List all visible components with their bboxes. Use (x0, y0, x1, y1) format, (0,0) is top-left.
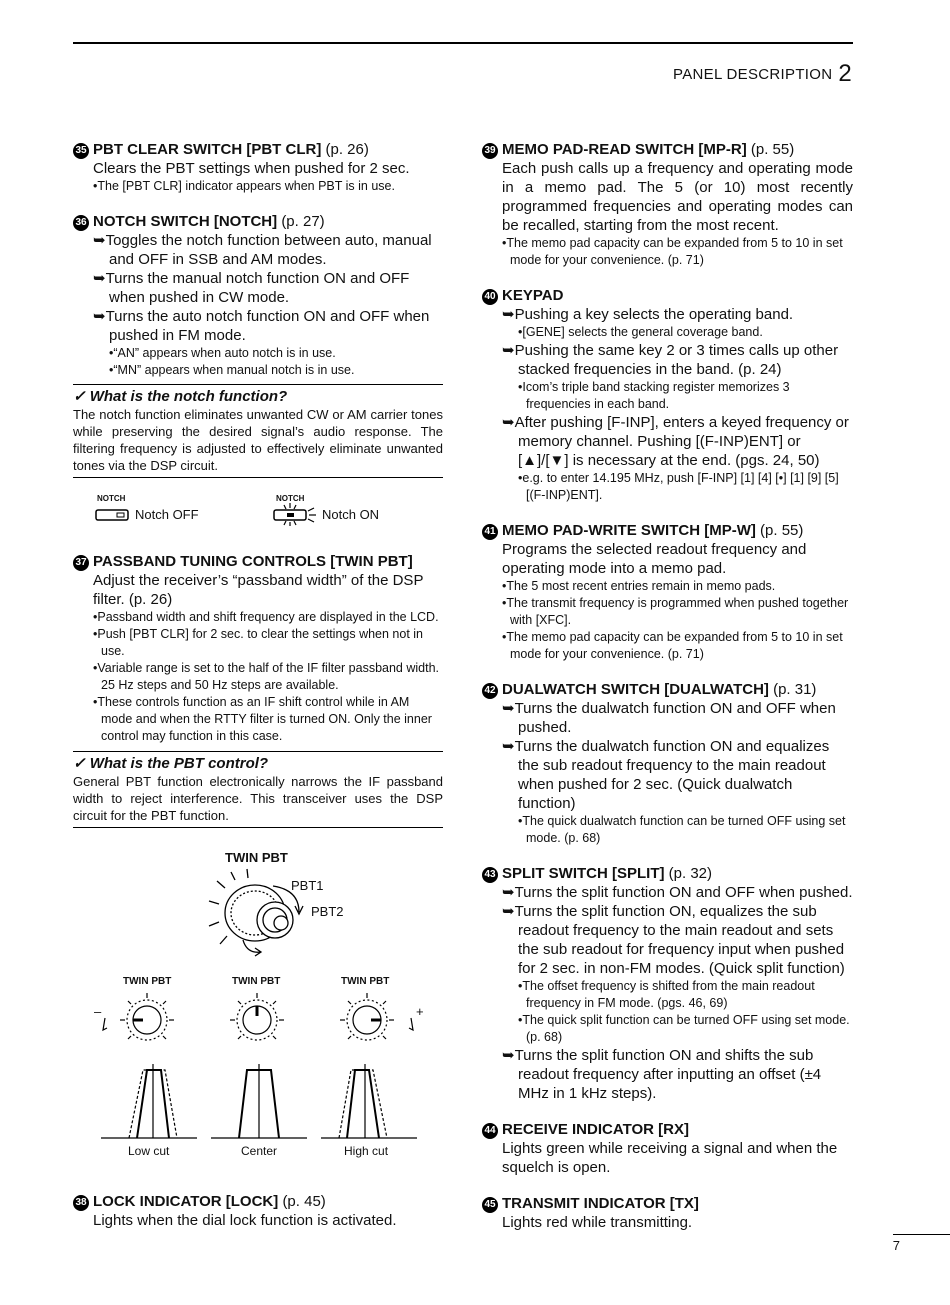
section-title: TRANSMIT INDICATOR [TX] (502, 1195, 699, 1212)
center-label: Center (241, 1144, 278, 1158)
notch-off-text: Notch OFF (135, 507, 199, 522)
section-body: Adjust the receiver’s “passband width” of the DSP filter. (p. 26) (93, 572, 424, 608)
knob-label-high: TWIN PBT (341, 976, 390, 987)
bullet: •The quick split function can be turned OFF using set mode. (p. 68) (518, 1013, 850, 1044)
page-ref: (p. 26) (325, 141, 369, 158)
section-43 (482, 864, 853, 1103)
section-number-badge: 37 (73, 555, 89, 571)
section-37 (73, 552, 443, 745)
arrow-item: ➥Turns the split function ON and shifts the sub readout frequency after inputting an offset (±4 MHz in 1 kHz steps). (502, 1047, 822, 1102)
bullet: •e.g. to enter 14.195 MHz, push [F-INP] [1] [4] [•] [1] [9] [5] [(F-INP)ENT]. (518, 471, 839, 502)
bullet: •Variable range is set to the half of the IF filter passband width. 25 Hz steps and 50 Hz steps are available. (93, 661, 440, 692)
section-number-badge: 40 (482, 289, 498, 305)
arrow-item: ➥Pushing a key selects the operating band. (502, 306, 794, 323)
arrow-item: ➥Turns the manual notch function ON and OFF when pushed in CW mode. (93, 270, 410, 306)
section-body: Clears the PBT settings when pushed for 2 sec. (93, 160, 410, 177)
notch-indicator-figure (73, 492, 443, 534)
section-35 (73, 140, 443, 195)
bullet: •The offset frequency is shifted from the main readout frequency in FM mode. (pgs. 46, 69) (518, 979, 815, 1010)
pbt1-label: PBT1 (291, 878, 324, 893)
arrow-item: ➥Turns the split function ON, equalizes the sub readout frequency to the main readout and sets the sub readout for frequency input when pushed for 2 sec. in non-FM modes. (Quick split function) (502, 903, 845, 977)
section-title: PBT CLEAR SWITCH [PBT CLR] (93, 141, 322, 158)
section-42 (482, 680, 853, 847)
figure-title: TWIN PBT (225, 850, 288, 865)
bullet: •“AN” appears when auto notch is in use. (109, 346, 336, 360)
notch-on-text: Notch ON (322, 507, 380, 522)
page-header (673, 58, 852, 86)
notch-label-off: NOTCH (97, 494, 126, 503)
arrow-item: ➥Turns the auto notch function ON and OFF when pushed in FM mode. (93, 308, 430, 344)
bullet: •Icom’s triple band stacking register memorizes 3 frequencies in each band. (518, 380, 790, 411)
tip-body: The notch function eliminates unwanted CW or AM carrier tones while preserving the desired signal’s audio response. The filtering frequency is adjusted to effectively eliminate unwanted tones via the DSP circuit. (73, 407, 443, 473)
page-ref: (p. 45) (282, 1193, 326, 1210)
tip-title: ✓ What is the PBT control? (73, 755, 269, 772)
bullet: •These controls function as an IF shift control while in AM mode and when the RTTY filter is turned ON. Only the inner control may function in this case. (93, 695, 432, 743)
section-36 (73, 212, 443, 379)
chapter-number: 2 (838, 60, 852, 87)
section-title: RECEIVE INDICATOR [RX] (502, 1121, 689, 1138)
low-cut-label: Low cut (128, 1144, 170, 1158)
section-title: MEMO PAD-WRITE SWITCH [MP-W] (502, 522, 756, 539)
high-cut-label: High cut (344, 1144, 389, 1158)
bullet: •[GENE] selects the general coverage band. (518, 325, 763, 339)
section-title: NOTCH SWITCH [NOTCH] (93, 213, 278, 230)
bullet: •Push [PBT CLR] for 2 sec. to clear the settings when not in use. (93, 627, 424, 658)
page-ref: (p. 32) (668, 865, 713, 882)
section-title: PASSBAND TUNING CONTROLS [TWIN PBT] (93, 553, 413, 570)
notch-label-on: NOTCH (276, 494, 305, 503)
section-number-badge: 43 (482, 867, 498, 883)
section-body: Lights when the dial lock function is activated. (93, 1212, 397, 1229)
plus-sign: + (416, 1004, 424, 1019)
section-body: Lights green while receiving a signal and when the squelch is open. (502, 1140, 838, 1176)
bullet: •The [PBT CLR] indicator appears when PBT is in use. (93, 179, 395, 193)
tip-body: General PBT function electronically narrows the IF passband width to reject interference. This transceiver uses the DSP circuit for the PBT function. (73, 774, 443, 823)
arrow-item: ➥After pushing [F-INP], enters a keyed frequency or memory channel. Pushing [(F-INP)ENT] or [▲]/[▼] is necessary at the end. (pgs. 24, 50) (502, 414, 849, 469)
page-ref: (p. 31) (773, 681, 817, 698)
section-45 (482, 1194, 853, 1232)
notch-on-icon (273, 502, 317, 526)
bullet: •“MN” appears when manual notch is in use. (109, 363, 355, 377)
knob-label-low: TWIN PBT (123, 976, 172, 987)
notch-off-icon (95, 508, 129, 522)
section-body: Programs the selected readout frequency and operating mode into a memo pad. (502, 541, 807, 577)
arrow-item: ➥Pushing the same key 2 or 3 times calls up other stacked frequencies in the band. (p. 24) (502, 342, 839, 378)
arrow-item: ➥Turns the split function ON and OFF when pushed. (502, 884, 853, 901)
tip-box-notch (73, 384, 443, 478)
tip-title: ✓ What is the notch function? (73, 388, 288, 405)
page-ref: (p. 27) (281, 213, 325, 230)
top-rule (73, 42, 853, 44)
knob-label-center: TWIN PBT (232, 976, 281, 987)
section-body: Lights red while transmitting. (502, 1214, 693, 1231)
left-column (73, 140, 443, 1247)
bullet: •The quick dualwatch function can be turned OFF using set mode. (p. 68) (518, 814, 846, 845)
section-number-badge: 44 (482, 1123, 498, 1139)
section-number-badge: 42 (482, 683, 498, 699)
page-number: 7 (892, 1238, 900, 1253)
section-40 (482, 286, 853, 504)
twin-pbt-figure (73, 842, 443, 1182)
minus-sign: – (94, 1004, 102, 1019)
section-title: LOCK INDICATOR [LOCK] (93, 1193, 279, 1210)
bullet: •Passband width and shift frequency are displayed in the LCD. (93, 610, 439, 624)
arrow-item: ➥Turns the dualwatch function ON and equalizes the sub readout frequency to the main readout when pushed for 2 sec. (Quick dualwatch function) (502, 738, 830, 812)
section-number-badge: 39 (482, 143, 498, 159)
arrow-item: ➥Toggles the notch function between auto, manual and OFF in SSB and AM modes. (93, 232, 432, 268)
bullet: •The 5 most recent entries remain in memo pads. (502, 579, 776, 593)
section-number-badge: 45 (482, 1197, 498, 1213)
page-ref: (p. 55) (750, 141, 795, 158)
section-38 (73, 1192, 443, 1230)
bullet: •The memo pad capacity can be expanded from 5 to 10 in set mode for your convenience. (p. 71) (502, 630, 843, 661)
section-title: KEYPAD (502, 287, 564, 304)
section-title: MEMO PAD-READ SWITCH [MP-R] (502, 141, 747, 158)
section-number-badge: 36 (73, 215, 89, 231)
section-number-badge: 41 (482, 524, 498, 540)
section-39 (482, 140, 853, 269)
section-body: Each push calls up a frequency and operating mode in a memo pad. The 5 (or 10) most recently programmed frequencies and operating modes can be recalled, starting from the most recent. (502, 160, 853, 234)
page-ref: (p. 55) (760, 522, 804, 539)
tip-box-pbt (73, 751, 443, 828)
bullet: •The memo pad capacity can be expanded from 5 to 10 in set mode for your convenience. (p. 71) (502, 236, 843, 267)
page-number-rule (893, 1234, 950, 1235)
section-number-badge: 38 (73, 1195, 89, 1211)
section-41 (482, 521, 853, 663)
section-number-badge: 35 (73, 143, 89, 159)
section-44 (482, 1120, 853, 1177)
right-column (482, 140, 853, 1249)
header-title: PANEL DESCRIPTION (673, 66, 833, 83)
section-title: DUALWATCH SWITCH [DUALWATCH] (502, 681, 769, 698)
passband-diagrams (101, 988, 421, 1148)
arrow-item: ➥Turns the dualwatch function ON and OFF when pushed. (502, 700, 836, 736)
section-title: SPLIT SWITCH [SPLIT] (502, 865, 665, 882)
bullet: •The transmit frequency is programmed when pushed together with [XFC]. (502, 596, 849, 627)
pbt2-label: PBT2 (311, 904, 344, 919)
